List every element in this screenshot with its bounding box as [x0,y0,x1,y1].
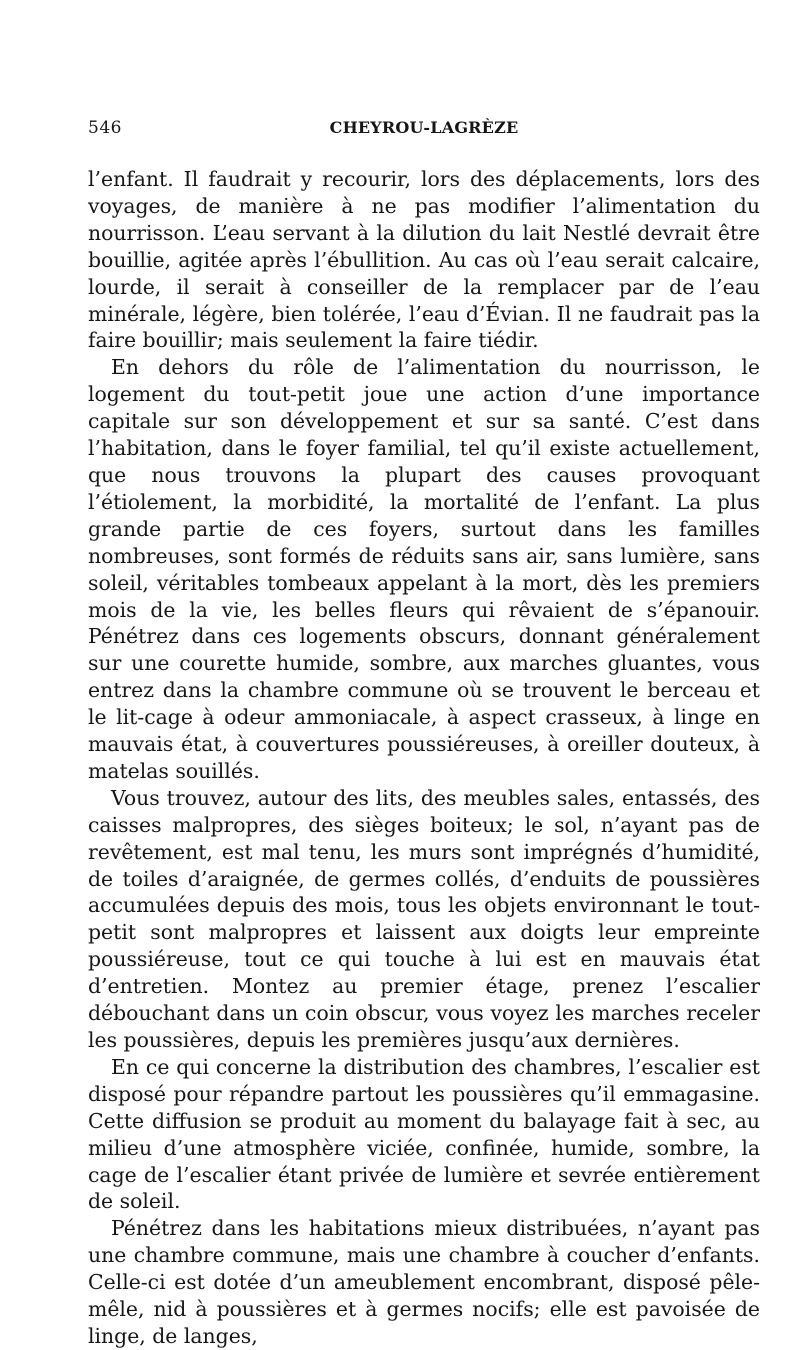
page-number: 546 [88,118,122,138]
paragraph-better-housing: Pénétrez dans les habitations mieux distribuées, n’ayant pas une chambre commune, mais une chambre à coucher d’enfants. Celle-ci est dotée d’un ameublement encombrant, disposé pêle-mêle, nid à poussières et à germes nocifs; elle est pavoisée de linge, de langes, [88,1216,760,1348]
book-page [88,118,760,1350]
running-title: CHEYROU-LAGRÈZE [329,118,519,137]
body-text [88,166,760,1350]
paragraph-staircase: En ce qui concerne la distribution des chambres, l’escalier est disposé pour répandre partout les poussières qu’il emmagasine. Cette diffusion se produit au moment du balayage fait à sec, au milieu d’une atmosphère viciée, confinée, humide, sombre, la cage de l’escalier étant privée de lumière et sevrée entièrement de soleil. [88,1054,760,1214]
paragraph-housing: En dehors du rôle de l’alimentation du nourrisson, le logement du tout-petit joue une action d’une importance capitale sur son développement et sur sa santé. C’est dans l’habitation, dans le foyer familial, tel qu’il existe actuellement, que nous trouvons la plupart des causes provoquant l’étiolement, la morbidité, la mortalité de l’enfant. La plus grande partie de ces foyers, surtout dans les familles nombreuses, sont formés de réduits sans air, sans lumière, sans soleil, véritables tombeaux appelant à la mort, dès les premiers mois de la vie, les belles fleurs qui rêvaient de s’épanouir. Pénétrez dans ces logements obscurs, donnant généralement sur une courette humide, sombre, aux marches gluantes, vous entrez dans la chambre commune où se trouvent le berceau et le lit-cage à odeur ammoniacale, à aspect crasseux, à linge en mauvais état, à couvertures poussiéreuses, à oreiller douteux, à matelas souillés. [88,355,760,783]
running-head [88,118,760,146]
paragraph-continuation: l’enfant. Il faudrait y recourir, lors des déplacements, lors des voyages, de manière à ne pas modifier l’alimentation du nourrisson. L’eau servant à la dilution du lait Nestlé devrait être bouillie, agitée après l’ébullition. Au cas où l’eau serait calcaire, lourde, il serait à conseiller de la remplacer par de l’eau minérale, légère, bien tolérée, l’eau d’Évian. Il ne faudrait pas la faire bouillir; mais seulement la faire tiédir. [88,167,760,353]
paragraph-furniture: Vous trouvez, autour des lits, des meubles sales, entassés, des caisses malpropres, des sièges boiteux; le sol, n’ayant pas de revêtement, est mal tenu, les murs sont imprégnés d’humidité, de toiles d’araignée, de germes collés, d’enduits de poussières accumulées depuis des mois, tous les objets environnant le tout-petit sont malpropres et laissent aux doigts leur empreinte poussiéreuse, tout ce qui touche à lui est en mauvais état d’entretien. Montez au premier étage, prenez l’escalier débouchant dans un coin obscur, vous voyez les marches receler les poussières, depuis les premières jusqu’aux dernières. [88,785,760,1052]
